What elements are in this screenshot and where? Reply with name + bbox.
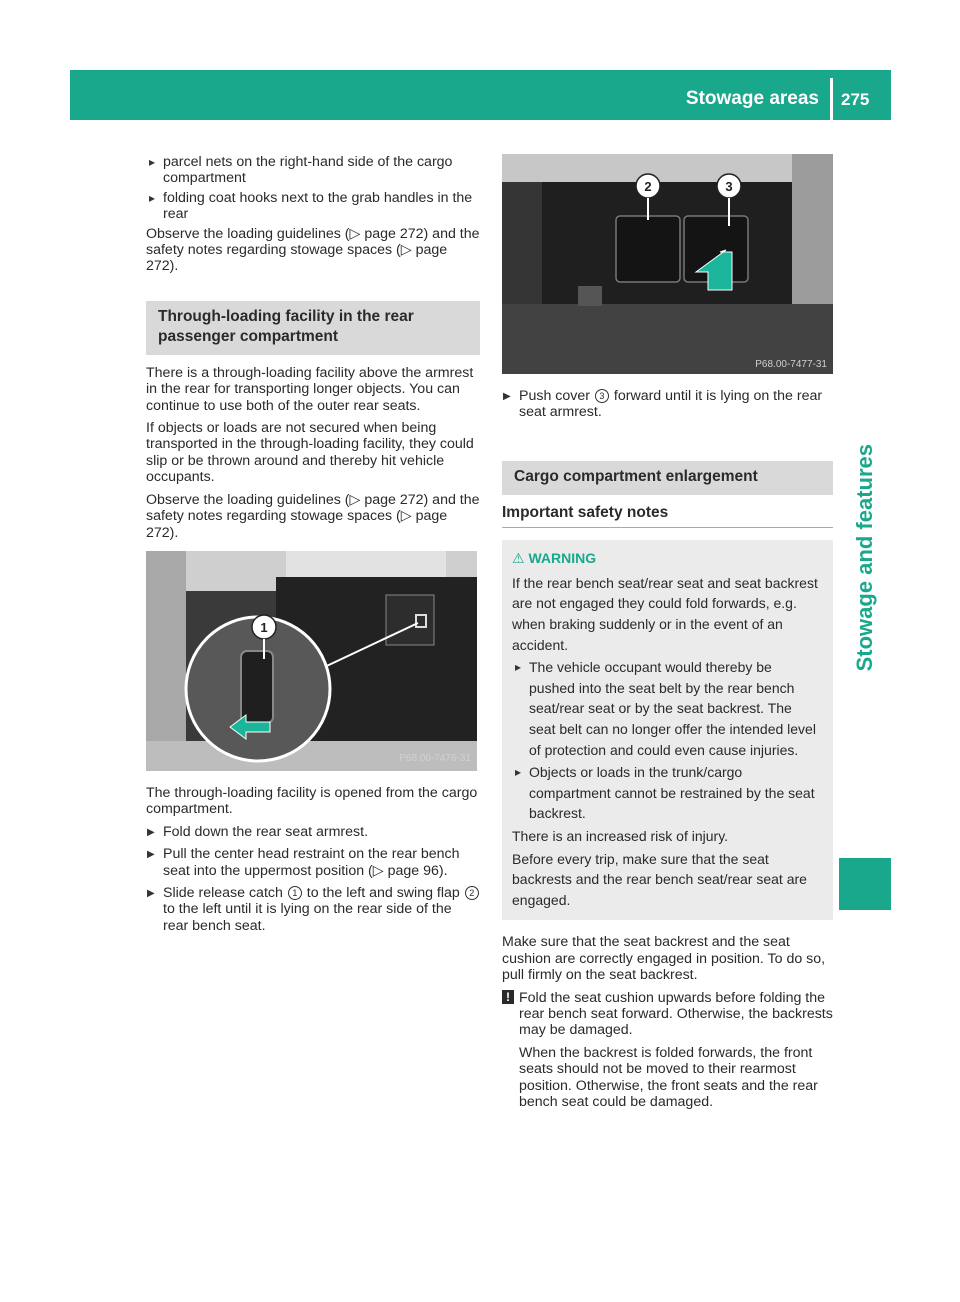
exclamation-icon: ! [502,990,514,1004]
notice-text: Fold the seat cushion upwards before folding the rear bench seat forward. Otherwise, the backrests may be damaged. [519,989,833,1039]
image-code: P68.00-7476-31 [399,752,471,764]
paragraph: There is a through-loading facility above the armrest in the rear for transporting longer objects. You can continue to use both of the outer rear seats. [146,364,474,414]
step-text: forward until it is lying on the rear seat armrest. [519,388,823,421]
instruction-step: ▶ Fold down the rear seat armrest. [146,824,480,840]
subheading: Important safety notes [502,505,833,528]
callout-3: 3 [725,179,733,194]
step-text: to the left and swing flap [306,884,460,901]
header-divider [830,78,833,120]
warning-label: WARNING [528,550,597,567]
section-heading: Cargo compartment enlargement [502,461,833,495]
warning-text: Before every trip, make sure that the seat backrests and the rear bench seat/rear seat are engaged. [512,850,807,908]
side-tab-marker [839,858,891,910]
image-code: P68.00-7477-31 [755,359,827,370]
through-loading-photo [146,551,477,771]
right-column [502,388,833,1116]
side-tab-label: Stowage and features [852,444,877,672]
list-item: ▸ folding coat hooks next to the grab handles in the rear [146,190,480,223]
instruction-step: ▶ Pull the center head restraint on the rear bench seat into the uppermost position (▷ page 96). [146,846,480,879]
callout-ref-3: 3 [595,389,609,403]
step-text: Slide release catch [163,884,283,901]
left-column [146,154,480,940]
observe-guidelines-text: Observe the loading guidelines (▷ page 272) and the safety notes regarding stowage spaces (▷ page 272). [146,225,480,275]
step-text: to the left until it is lying on the rear side of the rear bench seat. [163,901,452,934]
cargo-cover-illustration [502,154,833,374]
list-item: ▸ The vehicle occupant would thereby be pushed into the seat belt by the rear bench seat/rear seat or by the seat backrest. The seat belt can no longer offer the intended level of protection and could even cause injuries. [512,657,821,760]
notice [502,990,833,1111]
page-header [70,70,891,120]
warning-title [512,548,821,569]
side-tab [839,440,891,765]
instruction-step [502,388,833,421]
cargo-cover-photo [502,154,833,374]
step-text: Push cover [519,388,590,404]
through-loading-illustration [146,551,477,771]
callout-2: 2 [644,179,652,194]
callout-1: 1 [260,619,268,635]
warning-icon: ⚠ [512,550,525,567]
warning-box [502,540,833,920]
callout-ref-2: 2 [465,886,479,900]
paragraph: The through-loading facility is opened from the cargo compartment. [146,784,478,818]
callout-ref-1: 1 [288,886,302,900]
paragraph: Make sure that the seat backrest and the seat cushion are correctly engaged in position. To do so, pull firmly on the seat backrest. [502,934,826,984]
section-heading: Through-loading facility in the rear passenger compartment [146,301,480,355]
paragraph: If objects or loads are not secured when being transported in the through-loading facility, they could slip or be thrown around and thereby hit vehicle occupants. [146,420,474,486]
list-item: ▸ parcel nets on the right-hand side of the cargo compartment [146,154,480,187]
header-title: Stowage areas [685,88,819,109]
observe-guidelines-text: Observe the loading guidelines (▷ page 272) and the safety notes regarding stowage spaces (▷ page 272). [146,491,480,541]
warning-text: There is an increased risk of injury. [512,827,729,844]
list-item: ▸ Objects or loads in the trunk/cargo compartment cannot be restrained by the seat backrest. [512,762,821,824]
warning-text: If the rear bench seat/rear seat and seat backrest are not engaged they could fold forwards, e.g. when braking suddenly or in the event of an accident. [512,574,818,653]
page-number: 275 [841,90,870,109]
instruction-step [146,885,480,934]
notice-text: When the backrest is folded forwards, the front seats should not be moved to their rearmost position. Otherwise, the front seats and the rear bench seat could be damaged. [519,1044,818,1110]
